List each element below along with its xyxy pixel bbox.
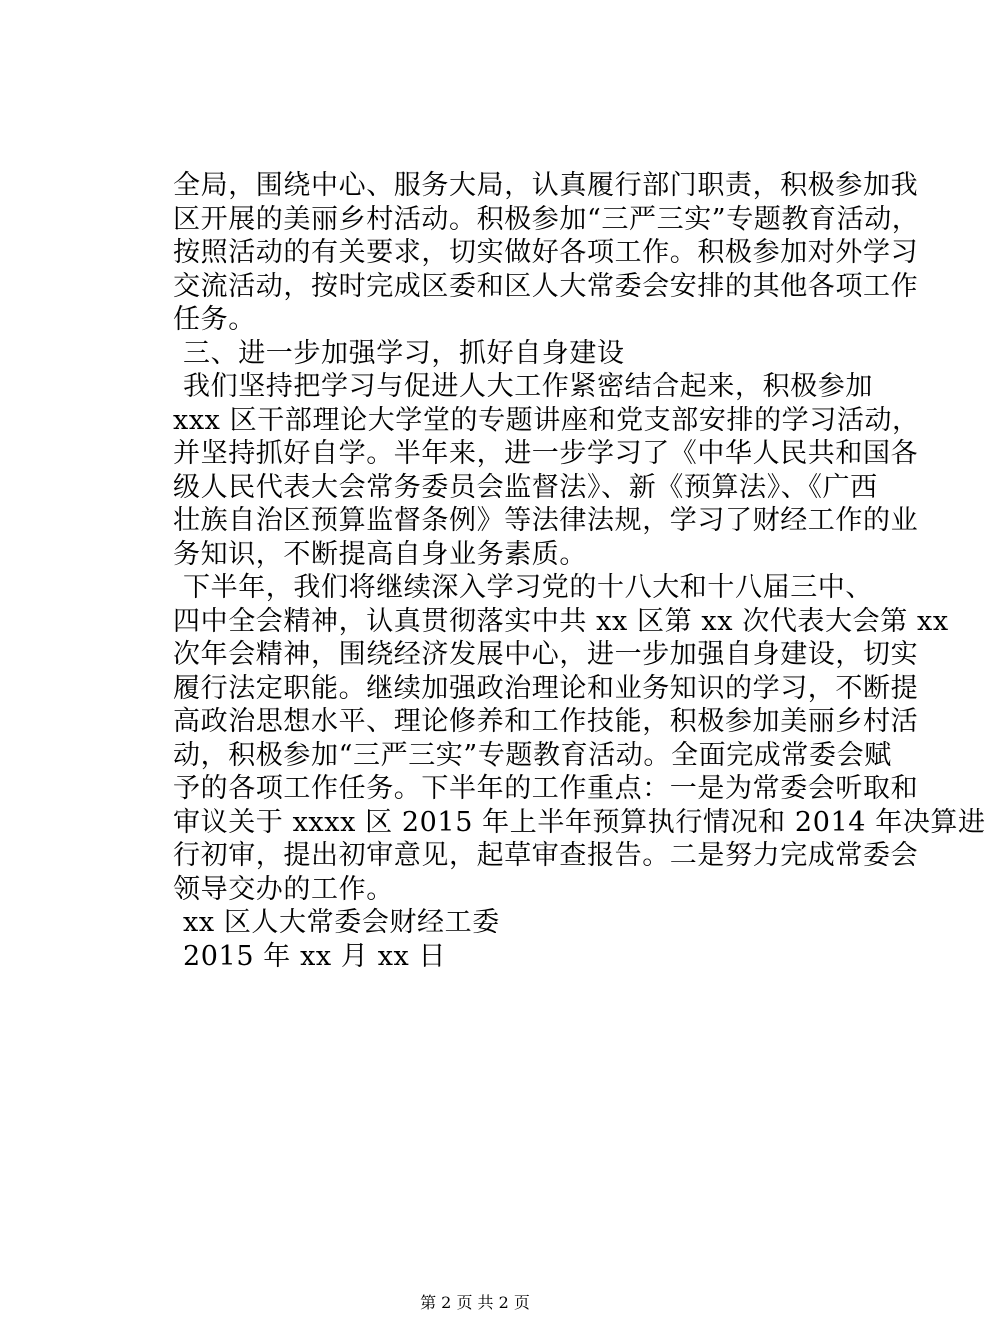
signature-organization: xx 区人大常委会财经工委 [183,907,500,938]
paragraph-line: 动，积极参加“三严三实”专题教育活动。全面完成常委会赋 [173,739,892,771]
document-body [173,169,986,973]
paragraph-line: 区开展的美丽乡村活动。积极参加“三严三实”专题教育活动， [173,203,920,235]
paragraph-line: 我们坚持把学习与促进人大工作紧密结合起来，积极参加 [183,371,873,402]
paragraph-line: 全局，围绕中心、服务大局，认真履行部门职责，积极参加我 [173,170,919,201]
paragraph-line: 次年会精神，围绕经济发展中心，进一步加强自身建设，切实 [173,639,919,670]
paragraph-line: 下半年，我们将继续深入学习党的十八大和十八届三中、 [183,572,873,603]
paragraph-line: 务知识，不断提高自身业务素质。 [173,538,587,570]
paragraph-line: 高政治思想水平、理论修养和工作技能，积极参加美丽乡村活 [173,706,919,737]
paragraph-line: 四中全会精神，认真贯彻落实中共 xx 区第 xx 次代表大会第 xx [173,605,949,637]
section-heading: 三、进一步加强学习，抓好自身建设 [183,337,625,369]
paragraph-line: 交流活动，按时完成区委和区人大常委会安排的其他各项工作 [173,270,919,302]
page-number: 第 2 页 共 2 页 [420,1293,530,1312]
paragraph-line: 按照活动的有关要求，切实做好各项工作。积极参加对外学习 [173,237,919,268]
paragraph-line: 级人民代表大会常务委员会监督法》、新《预算法》、《广西 [173,471,878,503]
paragraph-line: 履行法定职能。继续加强政治理论和业务知识的学习，不断提 [173,672,919,704]
paragraph-line: 审议关于 xxxx 区 2015 年上半年预算执行情况和 2014 年决算进 [173,806,986,838]
paragraph-line: 壮族自治区预算监督条例》等法律法规，学习了财经工作的业 [173,505,919,536]
paragraph-line: 任务。 [173,304,256,335]
signature-date: 2015 年 xx 月 xx 日 [183,940,447,972]
paragraph-line: 行初审，提出初审意见，起草审查报告。二是努力完成常委会 [173,840,919,871]
paragraph-line: 并坚持抓好自学。半年来，进一步学习了《中华人民共和国各 [173,438,919,469]
paragraph-line: 领导交办的工作。 [173,873,394,905]
paragraph-line: xxx 区干部理论大学堂的专题讲座和党支部安排的学习活动， [173,404,920,436]
paragraph-line: 予的各项工作任务。下半年的工作重点：一是为常委会听取和 [173,773,919,804]
